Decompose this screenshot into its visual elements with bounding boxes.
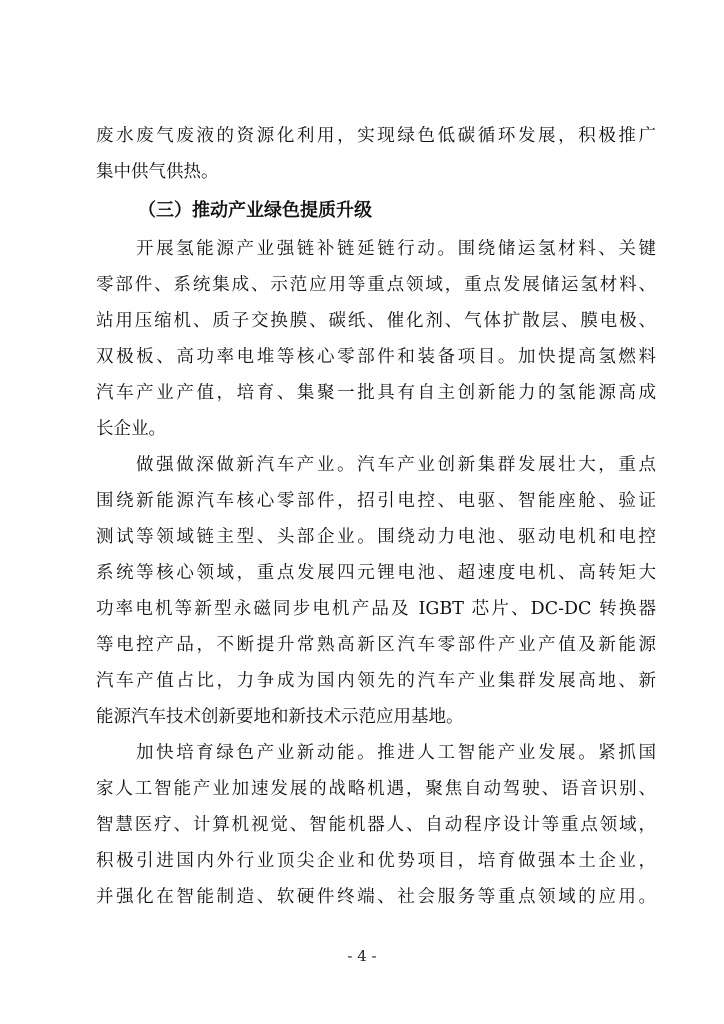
paragraph-first-line: 做强做深做新汽车产业。汽车产业创新集群发展壮大，重点 <box>136 455 656 475</box>
body-line: 等电控产品，不断提升常熟高新区汽车零部件产业产值及新能源 <box>96 635 656 655</box>
body-line: 家人工智能产业加速发展的战略机遇，聚焦自动驾驶、语音识别、 <box>96 779 656 799</box>
body-line: 系统等核心领域，重点发展四元锂电池、超速度电机、高转矩大 <box>96 563 656 583</box>
body-line: 能源汽车技术创新要地和新技术示范应用基地。 <box>96 707 464 727</box>
page-number: - 4 - <box>347 947 377 965</box>
body-line: 围绕新能源汽车核心零部件，招引电控、电驱、智能座舱、验证 <box>96 491 656 511</box>
section-heading: （三）推动产业绿色提质升级 <box>138 200 372 221</box>
body-line: 功率电机等新型永磁同步电机产品及 IGBT 芯片、DC-DC 转换器 <box>96 599 656 619</box>
body-line: 集中供气供热。 <box>96 162 219 182</box>
body-line: 双极板、高功率电堆等核心零部件和装备项目。加快提高氢燃料 <box>96 347 656 367</box>
body-line: 汽车产业产值，培育、集聚一批具有自主创新能力的氢能源高成 <box>96 383 656 403</box>
body-line: 零部件、系统集成、示范应用等重点领域，重点发展储运氢材料、 <box>96 275 656 295</box>
body-line: 并强化在智能制造、软硬件终端、社会服务等重点领域的应用。 <box>96 887 656 907</box>
paragraph-first-line: 加快培育绿色产业新动能。推进人工智能产业发展。紧抓国 <box>136 743 656 763</box>
body-line: 废水废气废液的资源化利用，实现绿色低碳循环发展，积极推广 <box>96 126 656 146</box>
body-line: 长企业。 <box>96 419 166 439</box>
body-line: 智慧医疗、计算机视觉、智能机器人、自动程序设计等重点领域， <box>96 815 656 835</box>
body-line: 测试等领域链主型、头部企业。围绕动力电池、驱动电机和电控 <box>96 527 656 547</box>
body-line: 站用压缩机、质子交换膜、碳纸、催化剂、气体扩散层、膜电极、 <box>96 311 656 331</box>
body-line: 汽车产值占比，力争成为国内领先的汽车产业集群发展高地、新 <box>96 671 656 691</box>
body-line: 积极引进国内外行业顶尖企业和优势项目，培育做强本土企业， <box>96 851 656 871</box>
paragraph-first-line: 开展氢能源产业强链补链延链行动。围绕储运氢材料、关键 <box>136 239 656 259</box>
